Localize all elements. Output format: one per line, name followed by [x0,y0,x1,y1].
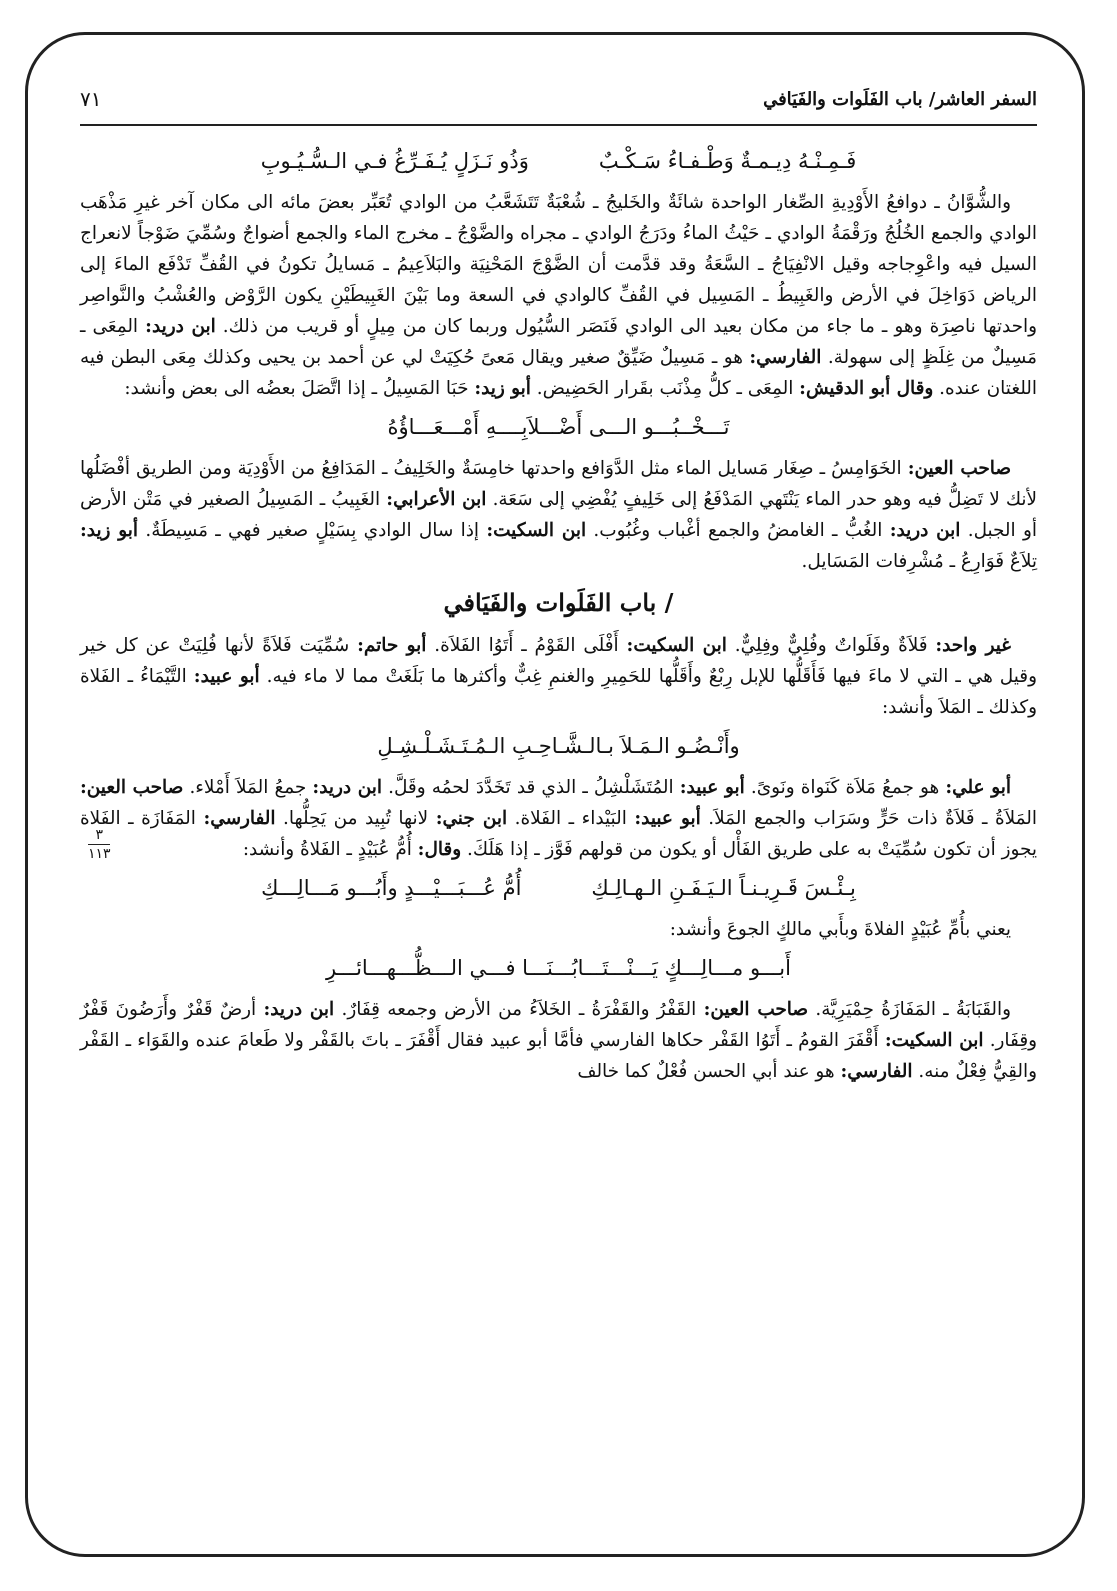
margin-note-top: ٣ [95,827,104,843]
p4-text-1: هو جمعُ مَلاَة كَنَواة ونَوىً. [750,777,940,798]
p1-name-3: وقال أبو الدقيش: [799,378,934,399]
p6-name-4: الفارسي: [840,1061,913,1082]
verse-1 [80,146,1037,177]
verse-1-hemistich-b: وَذُو نَـزَلٍ يُـفَـرِّغُ فـي الـسُّـيُـوبِ [260,149,529,173]
p1-text-2: المِعَى ـ مَسِيلٌ من غِلَظٍ إلى سهولة. [80,316,1037,368]
p1-text-4: المِعَى ـ كلُّ مِذْنَب بقَرار الحَضِيض. [536,378,794,399]
running-title: السفر العاشر/ باب الفَلَوات والفَيَافي [763,88,1037,110]
p1-text-1: والشُّوَّانُ ـ دوافعُ الأَوْدِيةِ الصِّغار الواحدة شائَةٌ والخَليجُ ـ شُعْبَةٌ تَتَشَعَّبُ من الوادي تُعَبِّر بعضَ مائه الى مكان آخر غيرِ مَذْهَب الوادي والجمع الخُلُجُ ورَقْمَةُ الوادي ـ حَيْثُ الماءُ ودَرَجُ الوادي ـ مجراه والضَّوْجُ ـ مخرج الماء والجمع أضواجٌ وسُمِّيَ ضَوْجاً لانعراج السيل فيه واعْوِجاجه وقيل الانْفِيَاجُ ـ السَّعَةُ وقد قدَّمت أن الضَّوْجَ المَحْنِيَة والبَلاَعِيمُ ـ مَسايلُ تكونُ في القُفِّ تَدْفَع الماءَ إلى الرياض دَوَاخِلَ في الأرض والغَبِيطُ ـ المَسِيل في القُفِّ كالوادي في السعة وما بَيْنَ الغَبِيطَيْنِ يكون الرَّوْض والعُشْبُ والنَّواصِر واحدتها ناصِرَة وهو ـ ما جاء من مكان بعيد الى الوادي فَنَصَر السُّيُول وربما كان من مِيلٍ أو قريب من ذلك. [80,192,1038,337]
p1-text-3: هو ـ مَسِيلٌ ضَيِّقٌ صغير ويقال مَعىً حُكِيَتْ لي عن أحمد بن يحيى وكذلك مِعَى البطن فيه اللغتان عنده. [80,347,1037,399]
p4-name-4: صاحب العين: [80,777,184,798]
p6-text-1: والقَبَابَةُ ـ المَفَازَةُ حِمْيَرِيَّة. [815,999,1011,1020]
verse-2 [80,412,1037,443]
p4-name-1: أبو علي: [945,777,1011,798]
paragraph-1 [80,187,1037,404]
p2-name-3: ابن دريد: [889,520,961,541]
p3-text-1: فَلاَةٌ وفَلَواتٌ وفُلِيٌّ وفِلِيٌّ. [734,635,928,656]
p4-name-6: ابن جني: [435,808,508,829]
p3-text-4: التَّيْمَاءُ ـ الفَلاة وكذلك ـ المَلاَ وأنشد: [80,666,1037,718]
p6-text-2: القَفْرُ والقَفْرَةُ ـ الخَلاَءُ من الأرض وجمعه قِفَارٌ. [341,999,697,1020]
p4-text-6: لانها تُبِيد من يَحِلُّها. [283,808,429,829]
p3-text-3: سُمِّيَت فَلاَةً لأنها فُلِيَتْ عن كل خير وقيل هي ـ التي لا ماءَ فيها فَأَقَلُّها للإبل رِبْعٌ وأَقَلُّها للحَمِيرِ والغنمِ غِبٌّ وأكثرها ما بَلَغَتْ مما لا ماء فيه. [80,635,1037,687]
p6-name-1: صاحب العين: [703,999,809,1020]
p4-name-3: ابن دريد: [312,777,382,798]
p2-text-2: الغَبِيبُ ـ المَسِيلُ الصغير في مَتْن الأرض أو الجبل. [80,489,1037,541]
p3-name-3: أبو حاتم: [357,635,427,656]
p2-text-3: الغُبُّ ـ الغامضُ والجمع أغْباب وغُبُوب. [593,520,883,541]
p6-name-2: ابن دريد: [263,999,335,1020]
p2-text-1: الخَوَامِسُ ـ صِغَار مَسايل الماء مثل الدَّوَافع واحدتها خامِسَةٌ والخَلِيفُ ـ المَدَافِعُ من الأَوْدِيَة ومن الطريق أفْضَلُها لأنك لا تَضِلُّ فيه وهو حدر الماء يَنْتَهي المَدْفَعُ إلى خَلِيفٍ يُفْضِي إلى سَعَة. [80,458,1038,510]
p4-name-8: وقال: [417,839,462,860]
paragraph-2 [80,453,1037,577]
p4-text-7: المَفَازَة ـ الفَلاة يجوز أن تكون سُمِّيَتْ به على طريق الفَأْل أو يكون من قولهم فَوَّز ـ إذا هَلَكَ. [80,808,1037,860]
p1-name-2: الفارسي: [749,347,822,368]
verse-4-hemistich-b: أُمُّ عُـــبَـــيْـــدٍ وأَبُـــو مَـــالِـــكِ [261,876,522,900]
p6-text-4: أَقْفَرَ القومُ ـ أَتَوُا القَفْر حكاها الفارسي فأمَّا أبو عبيد فقال أَقْفَرَ ـ باتَ بالقَفْر ولا طَعامَ عنده والقَوَاء ـ القَفْر والقِيُّ فِعْلٌ منه. [80,1030,1037,1082]
paragraph-5: يعني بأُمِّ عُبَيْدٍ الفلاةَ وبأَبي مالكٍ الجوعَ وأنشد: [669,919,1011,940]
p2-name-5: أبو زيد: [80,520,139,541]
header-rule [80,124,1037,126]
margin-note-bottom: ١١٣ [88,846,111,862]
p2-name-4: ابن السكيت: [486,520,587,541]
p3-name-2: ابن السكيت: [626,635,727,656]
paragraph-6 [80,994,1037,1087]
p3-name-4: أبو عبيد: [193,666,260,687]
p1-text-5: حَبَا المَسِيلُ ـ إذا اتَّصَلَ بعضُه الى بعض وأنشد: [124,378,469,399]
p4-text-5: البَيْداء ـ الفَلاة. [514,808,627,829]
page-header [80,82,1037,116]
verse-2-text: تَـــخْــبُـــو الـــى أَضْـــلاَبِــــهِ أَمْـــعَـــاؤُهُ [387,415,730,439]
verse-3-text: وأَنْـضُـو الـمَـلاَ بـالـشَّـاحِـبِ الـمُـتَـشَـلْـشِـلِ [377,734,740,758]
p6-text-3: أرضٌ قَفْرٌ وأَرَضُونَ قَفْرٌ وقِفَار. [80,999,1038,1051]
section-heading: / باب الفَلَوات والفَيَافي [443,588,674,617]
paragraph-4 [80,772,1037,865]
paragraph-3 [80,630,1037,723]
p1-name-1: ابن دريد: [145,316,216,337]
verse-4-hemistich-a: بِـئْـسَ قَـرِيـنـاً الـيَـفَـنِ الـهـالِـكِ [591,876,856,900]
p1-name-4: أبو زيد: [474,378,531,399]
p4-text-2: المُتَشَلْشِلُ ـ الذي قد تَخَدَّدَ لحمُه وقَلَّ. [388,777,674,798]
verse-4 [80,873,1037,904]
p2-name-2: ابن الأعرابي: [386,489,487,510]
verse-5-text: أَبـــو مـــالِـــكٍ يَـــنْـــتَـــابُـــنَـــا فـــي الـــظُّـــهـــائـــرِ [326,956,791,980]
p4-text-3: جمعُ المَلاَ أَمْلاء. [189,777,307,798]
p3-text-2: أَفْلَى القَوْمُ ـ أَتَوُا الفَلاَة. [434,635,619,656]
p4-text-4: المَلاَةُ ـ فَلاَةٌ ذات حَرٍّ وسَرَاب والجمع المَلاَ. [708,808,1037,829]
p2-text-5: تِلاَعٌ فَوَارِعُ ـ مُشْرِفات المَسَايل. [801,551,1037,572]
p6-name-3: ابن السكيت: [884,1030,984,1051]
p4-name-2: أبو عبيد: [679,777,745,798]
p6-text-5: هو عند أبي الحسن فُعْلٌ كما خالف [577,1061,835,1082]
page-body [80,140,1037,1095]
p4-text-8: أُمُّ عُبَيْدٍ ـ الفَلاةُ وأنشد: [242,839,412,860]
page-number: ٧١ [80,87,102,111]
p3-name-1: غير واحد: [935,635,1011,656]
p4-name-7: الفارسي: [203,808,276,829]
p2-text-4: إذا سال الوادي بِسَيْلٍ صغير فهي ـ مَسِيطَةٌ. [145,520,480,541]
verse-3 [80,731,1037,762]
p4-name-5: أبو عبيد: [634,808,701,829]
verse-5 [80,953,1037,984]
verse-1-hemistich-a: فَـمِـنْـهُ دِيـمـةٌ وَطْـفـاءُ سَـكْـبٌ [598,149,857,173]
p2-name-1: صاحب العين: [907,458,1011,479]
